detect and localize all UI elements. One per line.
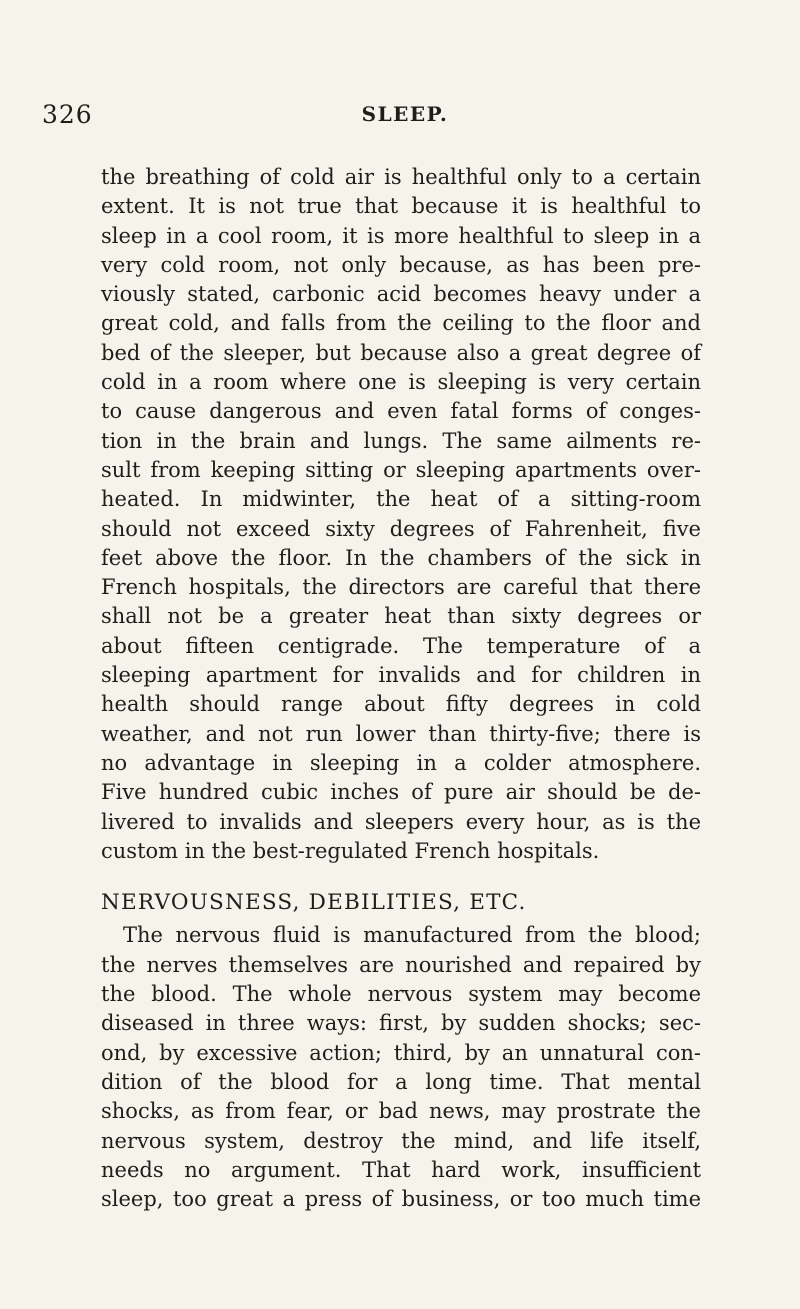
text-line: diseased in three ways: first, by sudden shocks; sec- (101, 1011, 701, 1036)
paragraph (101, 163, 701, 866)
text-line: great cold, and falls from the ceiling to the floor and (101, 311, 701, 336)
text-line: to cause dangerous and even fatal forms of conges- (101, 399, 701, 424)
running-head: SLEEP. (361, 102, 449, 126)
page-number: 326 (42, 100, 93, 129)
text-line: the nerves themselves are nourished and repaired by (101, 952, 701, 977)
text-line: livered to invalids and sleepers every hour, as is the (101, 809, 701, 834)
section-heading: NERVOUSNESS, DEBILITIES, ETC. (101, 890, 527, 916)
text-line: viously stated, carbonic acid becomes heavy under a (101, 282, 701, 307)
text-line: Five hundred cubic inches of pure air should be de- (101, 780, 701, 805)
text-line: French hospitals, the directors are careful that there (101, 575, 701, 600)
text-line: cold in a room where one is sleeping is very certain (101, 370, 701, 395)
paragraph (101, 921, 701, 1214)
text-line: sleep, too great a press of business, or too much time (101, 1187, 701, 1212)
text-line: needs no argument. That hard work, insufficient (101, 1157, 701, 1182)
text-line: ond, by excessive action; third, by an unnatural con- (101, 1040, 701, 1065)
text-line: health should range about fifty degrees in cold (101, 692, 701, 717)
text-line: nervous system, destroy the mind, and life itself, (101, 1128, 701, 1153)
text-line: tion in the brain and lungs. The same ailments re- (101, 428, 701, 453)
text-line: sleeping apartment for invalids and for children in (101, 663, 701, 688)
text-line: shocks, as from fear, or bad news, may prostrate the (101, 1099, 701, 1124)
text-line: no advantage in sleeping in a colder atmosphere. (101, 750, 701, 775)
page-header (42, 100, 758, 140)
text-line: feet above the floor. In the chambers of the sick in (101, 545, 701, 570)
text-line: shall not be a greater heat than sixty degrees or (101, 604, 701, 629)
text-line: The nervous fluid is manufactured from the blood; (123, 923, 701, 948)
text-line: custom in the best-regulated French hospitals. (101, 838, 600, 863)
text-line: very cold room, not only because, as has been pre- (101, 252, 701, 277)
body-text (101, 163, 701, 1214)
text-line: extent. It is not true that because it is healthful to (101, 194, 701, 219)
text-line: dition of the blood for a long time. That mental (101, 1069, 701, 1094)
text-line: bed of the sleeper, but because also a great degree of (101, 340, 701, 365)
text-line: the breathing of cold air is healthful only to a certain (101, 165, 701, 189)
text-line: about fifteen centigrade. The temperature of a (101, 633, 701, 658)
text-line: should not exceed sixty degrees of Fahrenheit, five (101, 516, 701, 541)
text-line: heated. In midwinter, the heat of a sitting-room (101, 487, 701, 512)
text-line: sleep in a cool room, it is more healthful to sleep in a (101, 223, 701, 248)
text-line: weather, and not run lower than thirty-five; there is (101, 721, 701, 746)
text-line: sult from keeping sitting or sleeping apartments over- (101, 457, 701, 482)
text-line: the blood. The whole nervous system may become (101, 982, 701, 1007)
